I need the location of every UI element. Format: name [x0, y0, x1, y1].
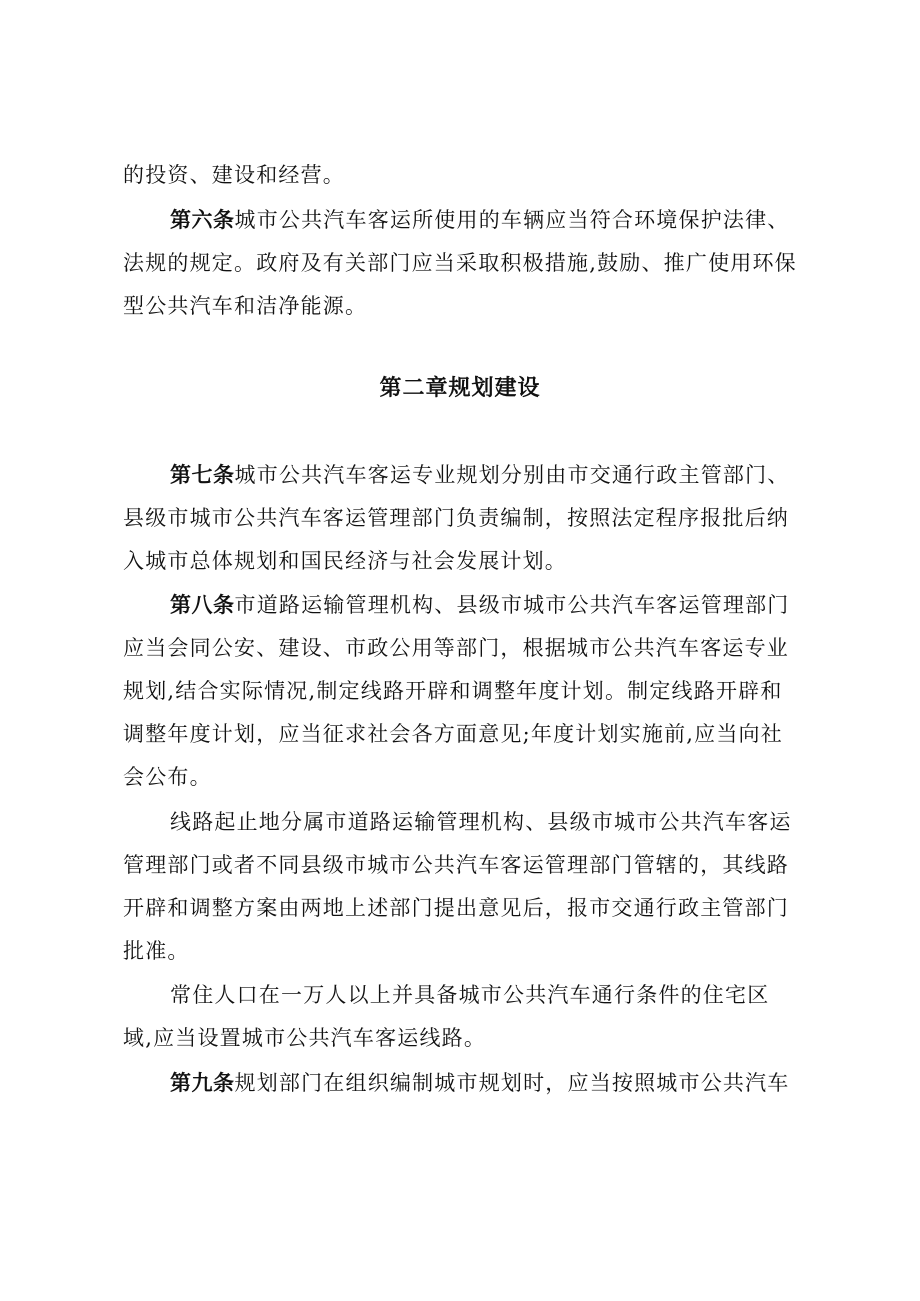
text-line: 应当会同公安、建设、市政公用等部门，根据城市公共汽车客运专业 — [123, 636, 789, 660]
article-8 — [170, 590, 823, 620]
text-line: 规划,结合实际情况,制定线路开辟和调整年度计划。制定线路开辟和 — [123, 679, 783, 703]
text-line: 法规的规定。政府及有关部门应当采取积极措施,鼓励、推广使用环保 — [123, 251, 797, 275]
text-line: 城市公共汽车客运所使用的车辆应当符合环境保护法律、 — [234, 208, 790, 232]
text-line: 县级市城市公共汽车客运管理部门负责编制，按照法定程序报批后纳 — [123, 506, 789, 530]
article-label: 第七条 — [170, 463, 235, 487]
text-line: 调整年度计划，应当征求社会各方面意见;年度计划实施前,应当向社 — [123, 722, 783, 746]
article-label: 第八条 — [170, 593, 235, 617]
text-line: 城市公共汽车客运专业规划分别由市交通行政主管部门、 — [234, 463, 790, 487]
article-7 — [170, 460, 823, 490]
article-6 — [170, 205, 823, 235]
text-line: 会公布。 — [123, 765, 212, 789]
text-line: 常住人口在一万人以上并具备城市公共汽车通行条件的住宅区 — [170, 983, 770, 1007]
chapter-heading: 第二章规划建设 — [379, 376, 541, 401]
text-line: 开辟和调整方案由两地上述部门提出意见后，报市交通行政主管部门 — [123, 896, 789, 920]
text-line: 入城市总体规划和国民经济与社会发展计划。 — [123, 549, 567, 573]
text-line: 线路起止地分属市道路运输管理机构、县级市城市公共汽车客运 — [170, 810, 792, 834]
text-line: 型公共汽车和洁净能源。 — [123, 294, 368, 318]
text-line: 批准。 — [123, 939, 190, 963]
paragraph-continuation — [123, 160, 823, 190]
text-line: 域,应当设置城市公共汽车客运线路。 — [123, 1026, 487, 1050]
article-9 — [170, 1068, 823, 1098]
article-label: 第六条 — [170, 208, 235, 232]
text-line: 的投资、建设和经营。 — [123, 163, 345, 187]
text-line: 市道路运输管理机构、县级市城市公共汽车客运管理部门 — [234, 593, 790, 617]
article-label: 第九条 — [170, 1071, 235, 1095]
text-line: 管理部门或者不同县级市城市公共汽车客运管理部门管辖的，其线路 — [123, 853, 789, 877]
text-line: 规划部门在组织编制城市规划时，应当按照城市公共汽车 — [234, 1071, 790, 1095]
